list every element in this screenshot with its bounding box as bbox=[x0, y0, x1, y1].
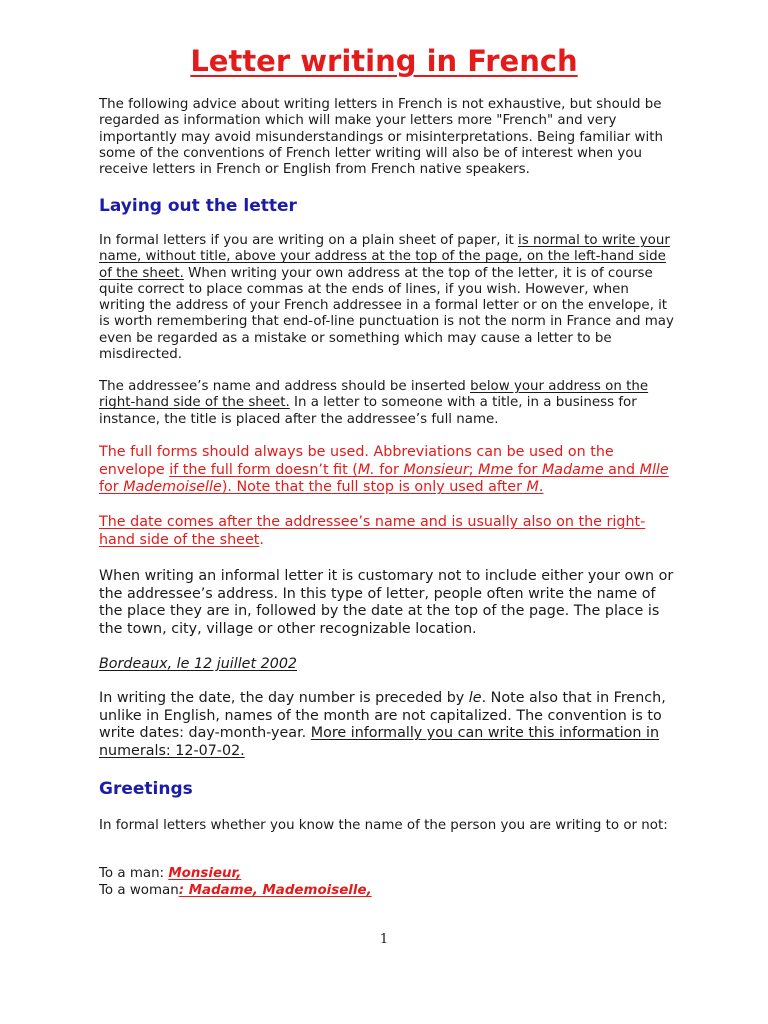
paragraph-formal-letters bbox=[99, 233, 679, 363]
paragraph-informal-letter: When writing an informal letter it is customary not to include either your own or the addressee’s address. In this type of letter, people often write the name of the place they are in, followed by the date at the top of the page. The place is the town, city, village or other recognizable location. bbox=[99, 568, 674, 637]
text-run: for bbox=[99, 479, 124, 496]
paragraph-date-format bbox=[99, 690, 679, 760]
text-run: In formal letters if you are writing on a plain sheet of paper, it bbox=[99, 233, 518, 248]
intro-paragraph: The following advice about writing letters in French is not exhaustive, but should be regarded as information which will make your letters more "French" and very importantly may avoid misunderstandings or misinterpretations. Being familiar with some of the conventions of French letter writing will also be of interest when you receive letters in French or English from French native speakers. bbox=[99, 97, 663, 178]
example-date: Bordeaux, le 12 juillet 2002 bbox=[99, 656, 298, 672]
page-number: 1 bbox=[379, 932, 389, 947]
italic-text: M. bbox=[357, 461, 375, 478]
text-run: The addressee’s name and address should be inserted bbox=[99, 379, 471, 394]
italic-text: Mlle bbox=[639, 461, 669, 478]
underlined-text: is normal to write your name, without title, above your address at the top of the page, on the left-hand side of the sheet. bbox=[99, 233, 670, 281]
text-run: ; bbox=[468, 461, 479, 478]
underlined-text bbox=[99, 462, 669, 496]
greeting-label: To a woman bbox=[99, 883, 179, 898]
italic-text: le bbox=[468, 690, 482, 706]
text-run: In writing the date, the day number is preceded by bbox=[99, 690, 469, 706]
text-run: In a letter to someone with a title, in a business for instance, the title is placed after the addressee’s full name. bbox=[99, 395, 637, 427]
text-run: ). Note that the full stop is only used after bbox=[221, 479, 527, 496]
paragraph-date-position bbox=[99, 514, 679, 549]
italic-text: Monsieur bbox=[403, 461, 469, 478]
text-run: for bbox=[374, 461, 404, 478]
text-run: When writing your own address at the top of the letter, it is of course quite correct to place commas at the ends of lines, if you wish. However, when writing the address of your French addressee in a formal letter or on the envelope, it is worth remembering that end-of-line punctuation is not the norm in France and may even be regarded as a mistake or something which may cause a letter to be misdirected. bbox=[99, 265, 674, 363]
text-run: . bbox=[259, 531, 264, 548]
paragraph-addressee bbox=[99, 379, 679, 428]
paragraph-full-forms bbox=[99, 444, 679, 497]
underlined-text: More informally you can write this information in numerals: 12-07-02. bbox=[99, 725, 660, 759]
text-run: and bbox=[603, 461, 640, 478]
text-run: . bbox=[538, 479, 544, 496]
italic-text: Mme bbox=[478, 461, 514, 478]
underlined-text: The date comes after the addressee’s name and is usually also on the right-hand side of the sheet bbox=[99, 514, 646, 548]
text-run: if the full form doesn’t fit ( bbox=[169, 461, 358, 478]
greeting-man-line bbox=[99, 866, 679, 882]
italic-text: M bbox=[526, 479, 539, 496]
section-heading-greetings: Greetings bbox=[99, 779, 193, 799]
text-run: . Note also that in French, unlike in English, names of the month are not capitalized. The convention is to write dates: day-month-year. bbox=[99, 690, 666, 742]
section-heading-layout: Laying out the letter bbox=[99, 196, 297, 216]
underlined-text: below your address on the right-hand side of the sheet. bbox=[99, 379, 649, 411]
greeting-value: Monsieur, bbox=[168, 866, 242, 881]
page-title: Letter writing in French bbox=[190, 44, 578, 78]
paragraph-formal-greetings: In formal letters whether you know the name of the person you are writing to or not: bbox=[99, 818, 668, 833]
greeting-label: To a man: bbox=[99, 866, 169, 881]
italic-text: Mademoiselle bbox=[123, 479, 222, 496]
greeting-value: : Madame, Mademoiselle, bbox=[178, 883, 372, 898]
text-run: The full forms should always be used. Abbreviations can be used on the envelope bbox=[99, 444, 614, 478]
text-run: for bbox=[513, 461, 542, 478]
italic-text: Madame bbox=[541, 461, 604, 478]
greeting-woman-line bbox=[99, 883, 679, 899]
